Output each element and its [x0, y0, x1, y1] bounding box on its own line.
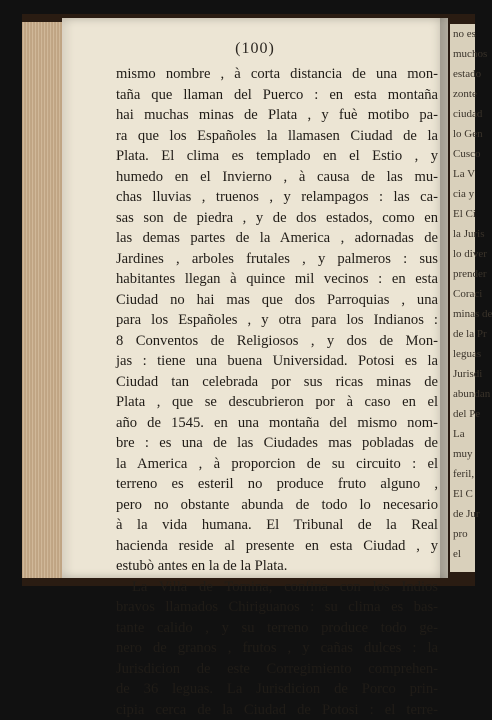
- text-line: humedo en el Invierno , à causa de las mu-: [116, 167, 438, 188]
- text-line: Plata , que se descubrieron por à caso en el: [116, 392, 438, 413]
- text-line: año de 1545. en una montaña del mismo nom-: [116, 413, 438, 434]
- facing-page-fragment: Jurisdi: [450, 364, 475, 384]
- facing-page-fragment: muy: [450, 444, 475, 464]
- facing-page-fragment: El Ci: [450, 204, 475, 224]
- facing-page-fragment: de la Pr: [450, 324, 475, 344]
- text-line: taña que llaman del Puerco : en esta montaña: [116, 85, 438, 106]
- facing-page-fragment: cia y: [450, 184, 475, 204]
- book-page: [62, 18, 448, 578]
- facing-page-fragment: El C: [450, 484, 475, 504]
- text-line: bre : es una de las Ciudades mas pobladas de: [116, 433, 438, 454]
- text-line: terreno es esteril no produce fruto alguno ,: [116, 474, 438, 495]
- facing-page-fragment: estado: [450, 64, 475, 84]
- facing-page-fragment: muchos: [450, 44, 475, 64]
- text-line: chas lluvias , truenos , y relampagos : las ca-: [116, 187, 438, 208]
- facing-page-fragment: no es: [450, 24, 475, 44]
- text-line: Jurisdicion de este Corregimiento comprehen-: [116, 659, 438, 680]
- facing-page-fragment: La: [450, 424, 475, 444]
- text-line: Plata. El clima es templado en el Estio , y: [116, 146, 438, 167]
- text-line: mismo nombre , à corta distancia de una mon-: [116, 64, 438, 85]
- facing-page-fragment: abundan: [450, 384, 475, 404]
- text-line: pero no obstante abunda de todo lo necesario: [116, 495, 438, 516]
- text-line: cipia cerca de la Ciudad de Potosi : el terre-: [116, 700, 438, 720]
- facing-page-fragment: de Jur: [450, 504, 475, 524]
- text-line: sas son de piedra , y de dos estados, como en: [116, 208, 438, 229]
- facing-page-fragment: zonte: [450, 84, 475, 104]
- facing-page-fragment: lo diver: [450, 244, 475, 264]
- text-line: à la vida humana. El Tribunal de la Real: [116, 515, 438, 536]
- facing-page-fragment: la Juris: [450, 224, 475, 244]
- facing-page-fragment: Coraci: [450, 284, 475, 304]
- text-line: ra que los Españoles la llamasen Ciudad de la: [116, 126, 438, 147]
- text-line: Ciudad tan celebrada por sus ricas minas de: [116, 372, 438, 393]
- text-line: la America , à proporcion de su circuito : el: [116, 454, 438, 475]
- text-line: La Villa de Tomina, confina con los Indios: [116, 577, 438, 598]
- facing-page-fragment: ciudad: [450, 104, 475, 124]
- facing-page: [450, 24, 475, 572]
- text-line: las demas partes de la America , adornadas de: [116, 228, 438, 249]
- text-line: jas : tiene una buena Universidad. Potosi es la: [116, 351, 438, 372]
- facing-page-fragment: Cusco: [450, 144, 475, 164]
- text-line: estubò antes en la de la Plata.: [116, 556, 438, 577]
- facing-page-fragment: feril,: [450, 464, 475, 484]
- facing-page-fragment: del Pe: [450, 404, 475, 424]
- text-line: bravos llamados Chiriguanos : su clima es bas-: [116, 597, 438, 618]
- page-text: [116, 64, 438, 720]
- page-edges: [22, 22, 62, 578]
- page-number: (100): [62, 40, 448, 58]
- text-line: nero de granos , frutos , y cañas dulces : la: [116, 638, 438, 659]
- text-line: Ciudad no hai mas que dos Parroquias , una: [116, 290, 438, 311]
- text-line: Jardines , arboles frutales , y palmeros : sus: [116, 249, 438, 270]
- text-line: de 36 leguas. La Jurisdicion de Porco prin-: [116, 679, 438, 700]
- facing-page-fragment: leguas: [450, 344, 475, 364]
- binding-shadow: [440, 18, 450, 578]
- text-line: 8 Conventos de Religiosos , y dos de Mon-: [116, 331, 438, 352]
- facing-page-fragment: prender: [450, 264, 475, 284]
- facing-page-fragment: el: [450, 544, 475, 564]
- text-line: hai muchas minas de Plata , y fuè motibo pa-: [116, 105, 438, 126]
- text-line: para los Españoles , y otra para los Indianos :: [116, 310, 438, 331]
- facing-page-fragment: minas de: [450, 304, 475, 324]
- text-line: hacienda reside al presente en esta Ciudad , y: [116, 536, 438, 557]
- facing-page-fragment: La V: [450, 164, 475, 184]
- text-line: tante calido , y su terreno produce todo ge-: [116, 618, 438, 639]
- facing-page-fragment: lo Gen: [450, 124, 475, 144]
- facing-page-fragment: pro: [450, 524, 475, 544]
- text-line: habitantes llegan à quince mil vecinos : en esta: [116, 269, 438, 290]
